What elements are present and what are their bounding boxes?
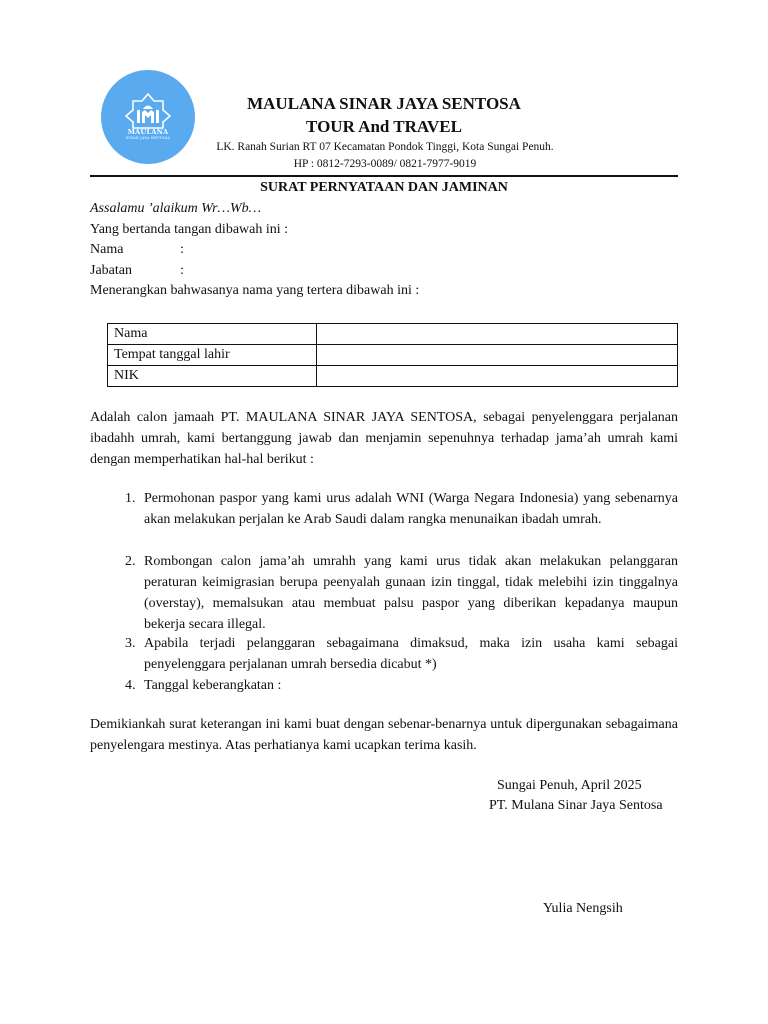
intro-text: Yang bertanda tangan dibawah ini :: [90, 222, 289, 237]
mosque-logo-icon: [101, 70, 195, 164]
table-value-cell: [317, 345, 678, 366]
pilgrim-info-table: [107, 323, 678, 387]
company-address: LK. Ranah Surian RT 07 Kecamatan Pondok Tinggi, Kota Sungai Penuh.: [216, 141, 554, 153]
signer-name-separator: :: [180, 242, 184, 257]
closing-paragraph: Demikiankah surat keterangan ini kami buat dengan sebenar-benarnya untuk dipergunakan sebagaimana penyelengara mestinya. Atas perhatianya kami ucapkan terima kasih.: [90, 717, 678, 753]
company-logo: [101, 70, 195, 164]
body-paragraph: Adalah calon jamaah PT. MAULANA SINAR JAYA SENTOSA, sebagai penyelenggara perjalanan ibadahh umrah, kami bertanggung jawab dan menjamin sepenuhnya terhadap jama’ah umrah kami dengan memperhatikan hal-hal berikut :: [90, 410, 678, 467]
logo-subtitle-text: SINAR JAYA SENTOSA: [125, 136, 171, 140]
list-number: 2.: [125, 554, 136, 569]
table-label-cell: Nama: [108, 324, 317, 345]
company-phone: HP : 0812-7293-0089/ 0821-7977-9019: [293, 158, 477, 170]
table-label-cell: Tempat tanggal lahir: [108, 345, 317, 366]
signer-position-label: Jabatan: [90, 263, 132, 278]
list-item: [125, 633, 678, 675]
list-number: 3.: [125, 636, 136, 651]
logo-name-text: MAULANA: [127, 128, 169, 136]
list-item: [125, 675, 678, 696]
table-value-cell: [317, 324, 678, 345]
company-subtitle: TOUR And TRAVEL: [306, 117, 462, 136]
table-row: [108, 324, 678, 345]
signature-company: PT. Mulana Sinar Jaya Sentosa: [489, 798, 663, 813]
table-row: [108, 366, 678, 387]
list-item-text: Tanggal keberangkatan :: [144, 678, 282, 693]
list-number: 4.: [125, 678, 136, 693]
signer-name-label: Nama: [90, 242, 124, 257]
list-number: 1.: [125, 491, 136, 506]
list-item-text: Permohonan paspor yang kami urus adalah WNI (Warga Negara Indonesia) yang sebenarnya akan melakukan perjalan ke Arab Saudi dalam rangka menunaikan ibadah umrah.: [144, 491, 678, 527]
list-item: [125, 488, 678, 530]
statement-text: Menerangkan bahwasanya nama yang tertera dibawah ini :: [90, 283, 420, 298]
signer-position-separator: :: [180, 263, 184, 278]
header-divider: [90, 175, 678, 177]
table-label-cell: NIK: [108, 366, 317, 387]
list-item: [125, 551, 678, 635]
list-item-text: Rombongan calon jama’ah umrahh yang kami urus tidak akan melakukan pelanggaran peraturan keimigrasian berupa peenyalah gunaan izin tinggal, tidak melebihi izin tinggalnya (overstay), memalsukan atau membuat palsu paspor yang diberikan kepadanya maupun bekerja secara illegal.: [144, 554, 678, 632]
list-item-text: Apabila terjadi pelanggaran sebagaimana dimaksud, maka izin usaha kami sebagai penyelenggara perjalanan umrah bersedia dicabut *): [144, 636, 678, 672]
document-title: SURAT PERNYATAAN DAN JAMINAN: [260, 180, 508, 195]
table-row: [108, 345, 678, 366]
greeting: Assalamu ’alaikum Wr…Wb…: [90, 201, 262, 216]
signatory-name: Yulia Nengsih: [543, 901, 623, 916]
table-value-cell: [317, 366, 678, 387]
signature-place-date: Sungai Penuh, April 2025: [497, 778, 642, 793]
company-name: MAULANA SINAR JAYA SENTOSA: [247, 94, 521, 113]
